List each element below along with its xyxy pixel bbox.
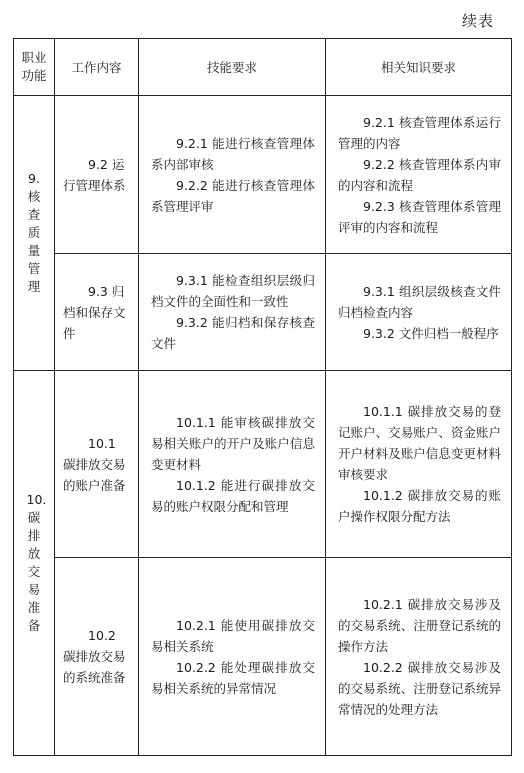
header-knowledge-requirements: 相关知识要求	[326, 39, 512, 96]
table-header-row	[14, 39, 512, 96]
skill-item: 9.3.2 能归档和保存核查文件	[151, 315, 315, 351]
table-row	[14, 254, 512, 371]
work-content-text: 9.3 归档和保存文件	[63, 283, 126, 341]
function-cell-10	[14, 371, 55, 756]
knowledge-cell	[326, 254, 512, 371]
function-char: 质	[27, 224, 41, 240]
function-char: 交	[27, 563, 41, 579]
header-skill-requirements: 技能要求	[139, 39, 326, 96]
knowledge-item: 9.2.2 核查管理体系内审的内容和流程	[338, 156, 501, 193]
skill-item: 9.2.1 能进行核查管理体系内部审核	[151, 135, 315, 172]
header-work-content: 工作内容	[55, 39, 139, 96]
work-content-cell	[55, 254, 139, 371]
function-char: 备	[27, 617, 41, 633]
work-content-cell	[55, 96, 139, 254]
knowledge-item: 10.2.2 碳排放交易涉及的交易系统、注册登记系统异常情况的处理方法	[338, 659, 501, 717]
function-cell-9	[14, 96, 55, 371]
work-content-cell	[55, 558, 139, 756]
work-content-cell	[55, 371, 139, 558]
work-content-text: 10.2 碳排放交易的系统准备	[63, 628, 126, 685]
continued-label: 续表	[461, 12, 494, 30]
skills-cell	[139, 96, 326, 254]
header-function	[14, 39, 55, 96]
knowledge-item: 9.2.3 核查管理体系管理评审的内容和流程	[338, 198, 501, 235]
work-content-text: 9.2 运行管理体系	[63, 156, 126, 193]
function-char: 核	[27, 188, 41, 204]
skills-cell	[139, 558, 326, 756]
header-function-line1: 职业	[21, 50, 47, 65]
knowledge-item: 10.1.2 碳排放交易的账户操作权限分配方法	[338, 488, 501, 524]
function-char: 准	[27, 599, 41, 615]
function-char: 理	[27, 278, 41, 294]
skills-cell	[139, 254, 326, 371]
knowledge-item: 10.2.1 碳排放交易涉及的交易系统、注册登记系统的操作方法	[338, 596, 501, 654]
function-number: 9.	[28, 170, 40, 186]
table-row	[14, 371, 512, 558]
skills-cell	[139, 371, 326, 558]
header-function-line2: 功能	[21, 68, 47, 83]
knowledge-item: 10.1.1 碳排放交易的登记账户、交易账户、资金账户开户材料及账户信息变更材料审核要求	[338, 404, 501, 482]
knowledge-item: 9.3.1 组织层级核查文件归档检查内容	[338, 283, 501, 320]
function-char: 放	[27, 545, 41, 561]
skill-item: 9.3.1 能检查组织层级归档文件的全面性和一致性	[151, 273, 315, 309]
knowledge-cell	[326, 371, 512, 558]
function-char: 碳	[27, 509, 41, 525]
skill-item: 9.2.2 能进行核查管理体系管理评审	[151, 177, 315, 214]
skill-item: 10.2.1 能使用碳排放交易相关系统	[151, 617, 315, 654]
knowledge-item: 9.3.2 文件归档一般程序	[363, 325, 499, 341]
function-char: 易	[27, 581, 41, 597]
table-row	[14, 558, 512, 756]
skill-item: 10.2.2 能处理碳排放交易相关系统的异常情况	[151, 659, 315, 696]
function-number: 10.	[26, 491, 47, 507]
function-char: 查	[27, 206, 41, 222]
skill-item: 10.1.1 能审核碳排放交易相关账户的开户及账户信息变更材料	[151, 414, 315, 472]
knowledge-cell	[326, 558, 512, 756]
function-char: 排	[27, 527, 41, 543]
work-content-text: 10.1 碳排放交易的账户准备	[63, 435, 126, 493]
knowledge-cell	[326, 96, 512, 254]
occupational-skills-table	[13, 38, 512, 756]
function-char: 量	[27, 242, 41, 258]
function-char: 管	[27, 260, 41, 276]
table-row	[14, 96, 512, 254]
knowledge-item: 9.2.1 核查管理体系运行管理的内容	[338, 114, 501, 151]
skill-item: 10.1.2 能进行碳排放交易的账户权限分配和管理	[151, 477, 315, 514]
